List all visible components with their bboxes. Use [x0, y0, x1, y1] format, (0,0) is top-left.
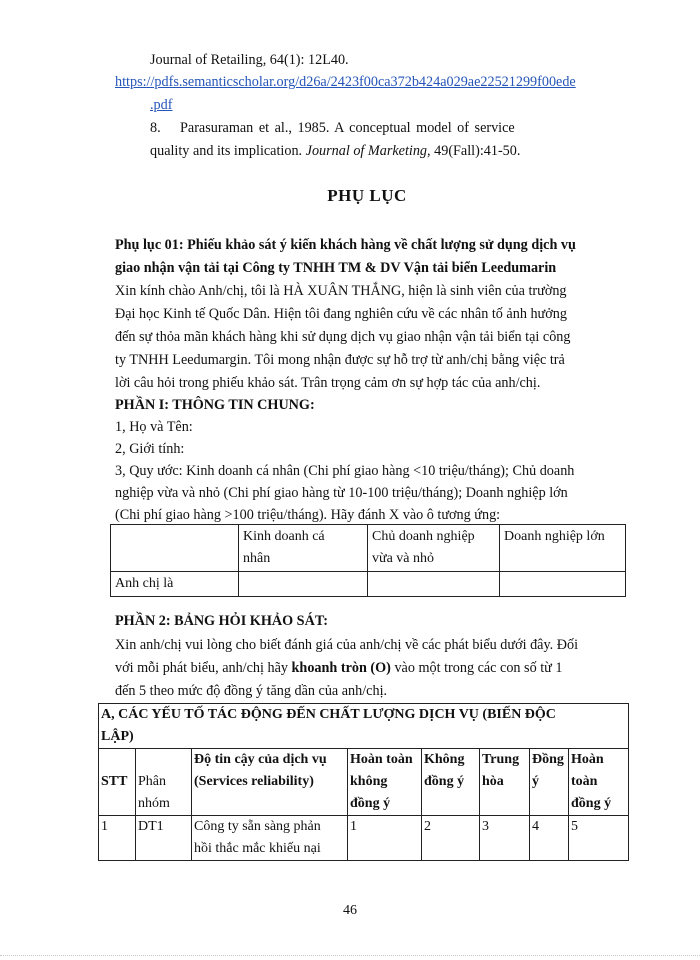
business-type-table	[110, 524, 626, 597]
part1-q3-line3: (Chi phí giao hàng >100 triệu/tháng). Hãy đánh X vào ô tương ứng:	[115, 507, 501, 523]
intro-line3: đến sự thỏa mãn khách hàng khi sử dụng dịch vụ giao nhận vận tải biển tại công	[115, 329, 571, 345]
row-option-2[interactable]: 2	[422, 816, 480, 861]
col-stt: STT	[99, 749, 136, 816]
ref8-pre: quality and its implication.	[150, 143, 306, 159]
part2-intro-line3: đến 5 theo mức độ đồng ý tăng dần của anh/chị.	[115, 683, 388, 699]
col-scale-3: Trung hòa	[480, 749, 530, 816]
part1-gender: 2, Giới tính:	[115, 441, 185, 457]
col-scale-1: Hoàn toàn không đồng ý	[348, 749, 422, 816]
section-a-header: A, CÁC YẾU TỐ TÁC ĐỘNG ĐẾN CHẤT LƯỢNG DỊCH VỤ (BIẾN ĐỘC LẬP)	[99, 704, 629, 749]
col-scale-5: Hoàn toàn đồng ý	[569, 749, 629, 816]
part1-title: PHẦN I: THÔNG TIN CHUNG:	[115, 397, 315, 413]
page-number: 46	[343, 903, 357, 918]
ref8-post: , 49(Fall):41-50.	[427, 143, 521, 159]
part1-name: 1, Họ và Tên:	[115, 419, 193, 435]
circle-instruction: khoanh tròn (O)	[291, 660, 391, 676]
survey-title-line2: giao nhận vận tải tại Công ty TNHH TM & DV Vận tải biển Leedumarin	[115, 260, 557, 276]
col-scale-2: Không đồng ý	[422, 749, 480, 816]
appendix-title: PHỤ LỤC	[327, 186, 407, 205]
row-option-3[interactable]: 3	[480, 816, 530, 861]
intro-line5: lời câu hỏi trong phiếu khảo sát. Trân trọng cảm ơn sự hợp tác của anh/chị.	[115, 375, 541, 391]
empty-header-cell	[111, 525, 239, 572]
table-row	[99, 816, 629, 861]
row-statement: Công ty sẵn sàng phản hồi thắc mắc khiếu nại	[192, 816, 348, 861]
intro-line2: Đại học Kinh tế Quốc Dân. Hiện tôi đang nghiên cứu về các nhân tố ảnh hưởng	[115, 306, 567, 322]
part2-intro-line2: với mỗi phát biểu, anh/chị hãy khoanh tròn (O) vào một trong các con số từ 1	[115, 660, 563, 676]
row-option-1[interactable]: 1	[348, 816, 422, 861]
col-factor: Độ tin cậy của dịch vụ (Services reliability)	[192, 749, 348, 816]
row-option-5[interactable]: 5	[569, 816, 629, 861]
part1-q3-line2: nghiệp vừa và nhỏ (Chi phí giao hàng từ 10-100 triệu/tháng); Doanh nghiệp lớn	[115, 485, 568, 501]
cell-individual[interactable]	[239, 572, 368, 597]
cell-large[interactable]	[500, 572, 626, 597]
ref8-line2	[150, 143, 520, 160]
row-stt: 1	[99, 816, 136, 861]
ref7-link[interactable]: https://pdfs.semanticscholar.org/d26a/2423f00ca372b424a029ae22521299f00ede	[115, 74, 576, 90]
cell-sme[interactable]	[368, 572, 500, 597]
survey-title-line1: Phụ lục 01: Phiếu khảo sát ý kiến khách hàng về chất lượng sử dụng dịch vụ	[115, 237, 576, 253]
ref7-link-ext[interactable]: .pdf	[150, 97, 173, 113]
header-large: Doanh nghiệp lớn	[500, 525, 626, 572]
ref8-number: 8.	[150, 120, 161, 136]
col-scale-4: Đồng ý	[530, 749, 569, 816]
part2-title: PHẦN 2: BẢNG HỎI KHẢO SÁT:	[115, 613, 328, 629]
intro-line1: Xin kính chào Anh/chị, tôi là HÀ XUÂN THẮNG, hiện là sinh viên của trường	[115, 283, 567, 299]
col-group: Phân nhóm	[136, 749, 192, 816]
header-sme: Chủ doanh nghiệp vừa và nhỏ	[368, 525, 500, 572]
ref8-line1: Parasuraman et al., 1985. A conceptual model of service	[180, 120, 515, 136]
page-edge	[0, 955, 700, 956]
ref7-tail: Journal of Retailing, 64(1): 12L40.	[150, 52, 349, 68]
part1-q3-line1: 3, Quy ước: Kinh doanh cá nhân (Chi phí giao hàng <10 triệu/tháng); Chủ doanh	[115, 463, 575, 479]
row-option-4[interactable]: 4	[530, 816, 569, 861]
survey-table	[98, 703, 629, 861]
row-label: Anh chị là	[111, 572, 239, 597]
intro-line4: ty TNHH Leedumargin. Tôi mong nhận được sự hỗ trợ từ anh/chị bằng việc trả	[115, 352, 565, 368]
row-code: DT1	[136, 816, 192, 861]
header-individual: Kinh doanh cá nhân	[239, 525, 368, 572]
ref8-journal: Journal of Marketing	[305, 143, 428, 159]
part2-intro-line1: Xin anh/chị vui lòng cho biết đánh giá của anh/chị về các phát biểu dưới đây. Đối	[115, 637, 579, 653]
